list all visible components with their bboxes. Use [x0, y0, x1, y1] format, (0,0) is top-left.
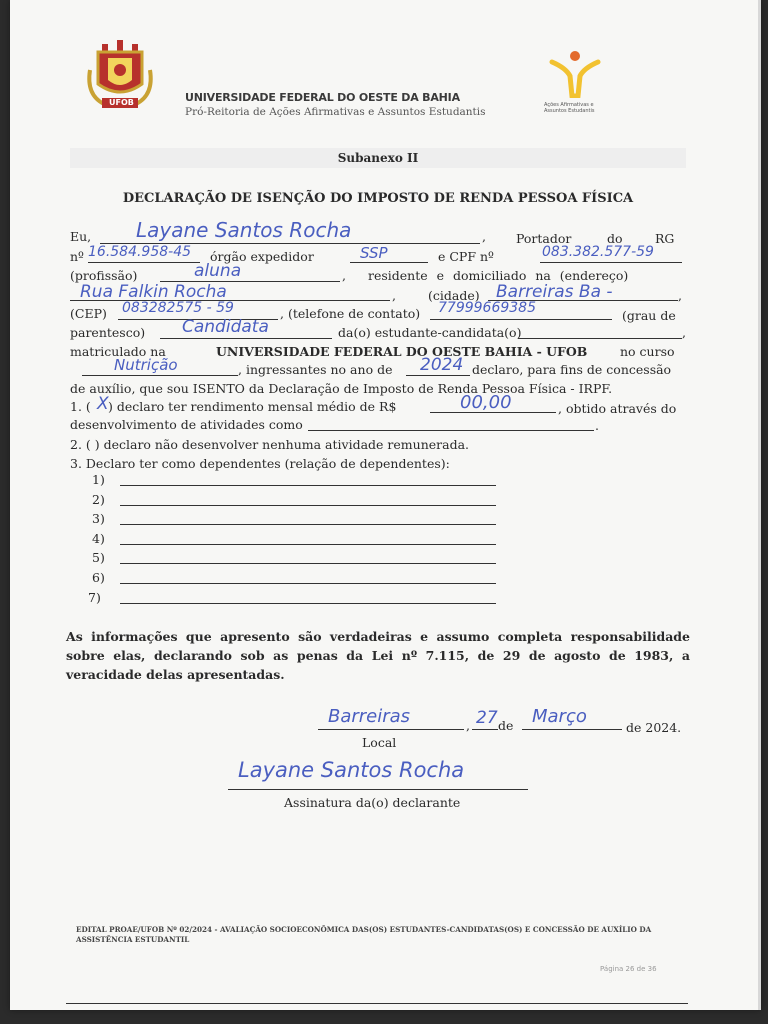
dependent-line [120, 583, 496, 584]
local-comma: , [466, 718, 470, 733]
dependent-number: 6) [92, 570, 105, 585]
comma-2: , [342, 268, 346, 283]
signature-label: Assinatura da(o) declarante [284, 795, 461, 810]
parentesco-line [160, 338, 332, 339]
day-line [472, 729, 498, 730]
dependent-line [120, 603, 496, 604]
dependent-number: 3) [92, 511, 105, 527]
period-1: . [595, 418, 599, 433]
dependent-line [120, 563, 496, 564]
orgao-value: SSP [360, 244, 388, 262]
footer-edital: EDITAL PROAE/UFOB Nº 02/2024 - AVALIAÇÃO SOCIOECONÔMICA DAS(OS) ESTUDANTES-CANDIDATAS(OS) E CONCESSÃO DE AUXÍLIO DA ASSISTÊNCIA ESTUDANTIL [76, 925, 652, 944]
cpf-value: 083.382.577-59 [542, 244, 654, 260]
de-label: de [498, 718, 514, 733]
month-line [522, 729, 622, 730]
rg-label: RG [655, 231, 675, 246]
document-page [10, 0, 761, 1010]
estudante-label: da(o) estudante-candidata(o) [338, 325, 522, 340]
telefone-label: (telefone de contato) [288, 306, 421, 321]
estudante-line [518, 338, 682, 339]
subanexo-label: Subanexo II [337, 151, 419, 165]
ingressantes-label: , ingressantes no ano de [238, 362, 393, 377]
rg-line [88, 262, 200, 263]
day-value: 27 [476, 708, 498, 728]
eu-label: Eu, [70, 229, 92, 244]
university-name: UNIVERSIDADE FEDERAL DO OESTE DA BAHIA [185, 91, 460, 104]
endereco-value: Rua Falkin Rocha [80, 282, 227, 302]
ufob-logo-text: UFOB [109, 98, 134, 107]
rendimento-line [430, 412, 556, 413]
praae-logo-text: Ações Afirmativas e Assuntos Estudantis [544, 102, 595, 114]
praae-logo [540, 48, 610, 120]
dependent-line [120, 485, 496, 486]
document-title: DECLARAÇÃO DE ISENÇÃO DO IMPOSTO DE RENDA PESSOA FÍSICA [122, 191, 634, 206]
parentesco-label: parentesco) [70, 325, 146, 340]
telefone-line [430, 319, 612, 320]
pro-reitoria-name: Pró-Reitoria de Ações Afirmativas e Assuntos Estudantis [185, 106, 486, 118]
month-value: Março [532, 706, 587, 727]
curso-value: Nutrição [114, 356, 178, 374]
item2-text: 2. ( ) declaro não desenvolver nenhuma atividade remunerada. [70, 437, 469, 452]
auxilio-text: de auxílio, que sou ISENTO da Declaração de Imposto de Renda Pessoa Física - IRPF. [70, 381, 613, 396]
telefone-value: 77999669385 [438, 300, 536, 316]
comma-6: , [682, 325, 686, 340]
item1-text: ) declaro ter rendimento mensal médio de R$ [108, 399, 397, 414]
no-label: nº [70, 249, 84, 264]
comma-3: , [392, 288, 396, 303]
local-value: Barreiras [328, 706, 411, 727]
profissao-label: (profissão) [70, 268, 138, 283]
cep-label: (CEP) [70, 306, 107, 321]
local-label: Local [362, 735, 397, 750]
cep-value: 083282575 - 59 [122, 300, 234, 316]
matriculado-label: matriculado na [70, 344, 166, 359]
praae-figure-icon [540, 48, 610, 98]
grau-label: (grau de [622, 308, 676, 323]
profissao-value: aluna [194, 261, 242, 281]
item1-checkmark: X [97, 394, 109, 414]
cpf-label: e CPF nº [438, 249, 494, 264]
univ-caps-label: UNIVERSIDADE FEDERAL DO OESTE BAHIA - UFOB [216, 344, 588, 359]
desenvolvimento-label: desenvolvimento de atividades como [70, 417, 303, 432]
statement-text: As informações que apresento são verdadeiras e assumo completa responsabilidade sobre elas, declarando sob as penas da Lei nº 7.115, de 29 de agosto de 1983, a veracidade delas apresentadas. [66, 629, 690, 682]
item3-text: 3. Declaro ter como dependentes (relação de dependentes): [70, 456, 450, 471]
dependent-number: 2) [92, 491, 105, 507]
year-text: de 2024. [626, 720, 682, 735]
no-curso-label: no curso [620, 344, 675, 359]
declaro-label: declaro, para fins de concessão [472, 362, 672, 377]
cidade-label: (cidade) [428, 288, 480, 303]
ano-value: 2024 [420, 355, 464, 375]
dependent-number: 5) [92, 550, 105, 566]
do-label: do [607, 231, 623, 246]
orgao-label: órgão expedidor [210, 249, 314, 264]
signature-line [228, 789, 528, 790]
signature-value: Layane Santos Rocha [238, 758, 465, 782]
footer-line [66, 1003, 688, 1004]
comma-5: , [280, 306, 284, 321]
ufob-logo [82, 40, 158, 112]
rendimento-value: 00,00 [460, 392, 512, 413]
rg-value: 16.584.958-45 [88, 244, 192, 260]
comma-1: , [482, 229, 486, 244]
obtido-label: , obtido através do [558, 401, 677, 416]
cidade-value: Barreiras Ba - [496, 282, 613, 302]
cpf-line [540, 262, 682, 263]
item1-prefix: 1. ( [70, 399, 91, 414]
dependent-number: 4) [92, 530, 105, 546]
footer-page: Página 26 de 36 [600, 965, 657, 973]
dependent-line [120, 544, 496, 545]
orgao-line [350, 262, 428, 263]
parentesco-value: Candidata [182, 317, 269, 337]
curso-line [82, 375, 238, 376]
residente-label: residente e domiciliado na (endereço) [368, 268, 629, 283]
name-value: Layane Santos Rocha [136, 218, 352, 242]
dependent-number: 1) [92, 472, 105, 487]
dependent-number: 7) [88, 589, 101, 605]
ano-line [406, 375, 470, 376]
desenvolvimento-line [308, 430, 594, 431]
local-line [318, 729, 464, 730]
dependent-line [120, 524, 496, 525]
comma-4: , [678, 288, 682, 303]
dependent-line [120, 505, 496, 506]
portador-label: Portador [516, 231, 572, 246]
